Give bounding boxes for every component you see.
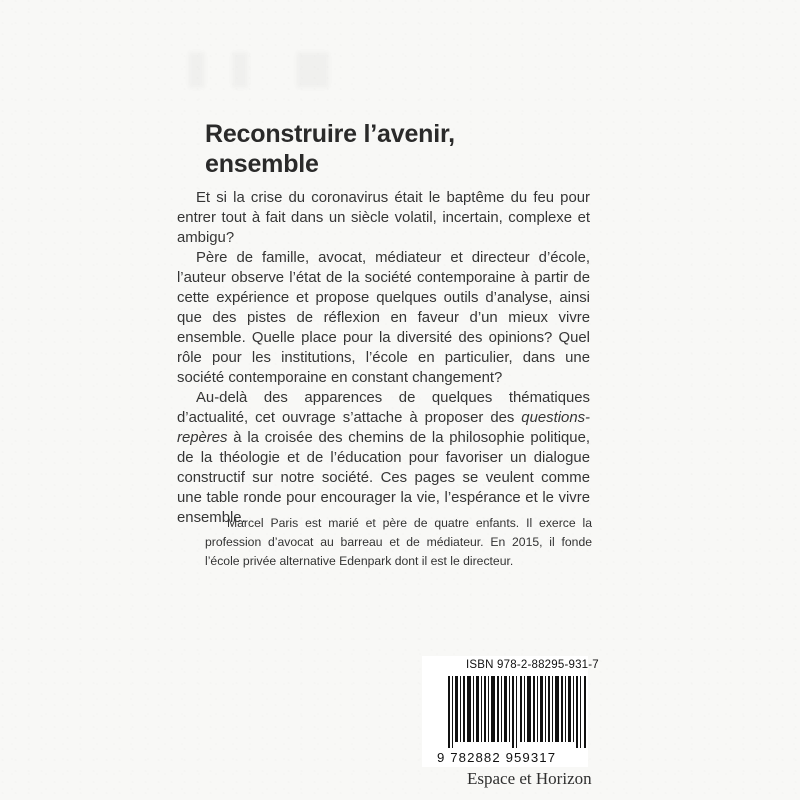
author-bio-text: Marcel Paris est marié et père de quatre enfants. Il exerce la profession d’avocat au barreau et de médiateur. En 2015, il fonde l’école privée alternative Edenpark dont il est le directeur. [205,516,592,568]
back-cover-description [177,188,590,528]
book-title [205,119,625,179]
paragraph-3-text-after: à la croisée des chemins de la philosophie politique, de la théologie et de l’éducation pour favoriser un dialogue constructif sur notre société. Ces pages se veulent comme une table ronde pour encourager la vie, l’espérance et le vivre ensemble. [177,430,590,526]
description-paragraph-1: Et si la crise du coronavirus était le baptême du feu pour entrer tout à fait dans un siècle volatil, incertain, complexe et ambigu? [177,190,590,246]
description-paragraph-2: Père de famille, avocat, médiateur et directeur d’école, l’auteur observe l’état de la société contemporaine à partir de cette expérience et propose quelques outils d’analyse, ainsi que des pistes de réflexion en faveur d’un mieux vivre ensemble. Quelle place pour la diversité des opinions? Quel rôle pour les institutions, l’école en particulier, dans une société contemporaine en constant changement? [177,250,590,386]
paragraph-3-text-before: Au-delà des apparences de quelques thématiques d’actualité, cet ouvrage s’attache à proposer des [177,390,590,426]
faded-background-print [140,52,680,88]
isbn-text: ISBN 978-2-88295-931-7 [466,659,599,671]
title-line-2: ensemble [205,150,319,178]
publisher-name: Espace et Horizon [467,769,592,788]
isbn-barcode-block [422,656,599,767]
author-bio [205,514,592,571]
barcode-number: 9 782882 959317 [437,750,557,765]
questions-reperes-italic: questions-repères [177,410,590,446]
title-line-1: Reconstruire l’avenir, [205,120,455,148]
description-paragraph-3 [177,388,590,528]
barcode-icon [448,676,588,748]
